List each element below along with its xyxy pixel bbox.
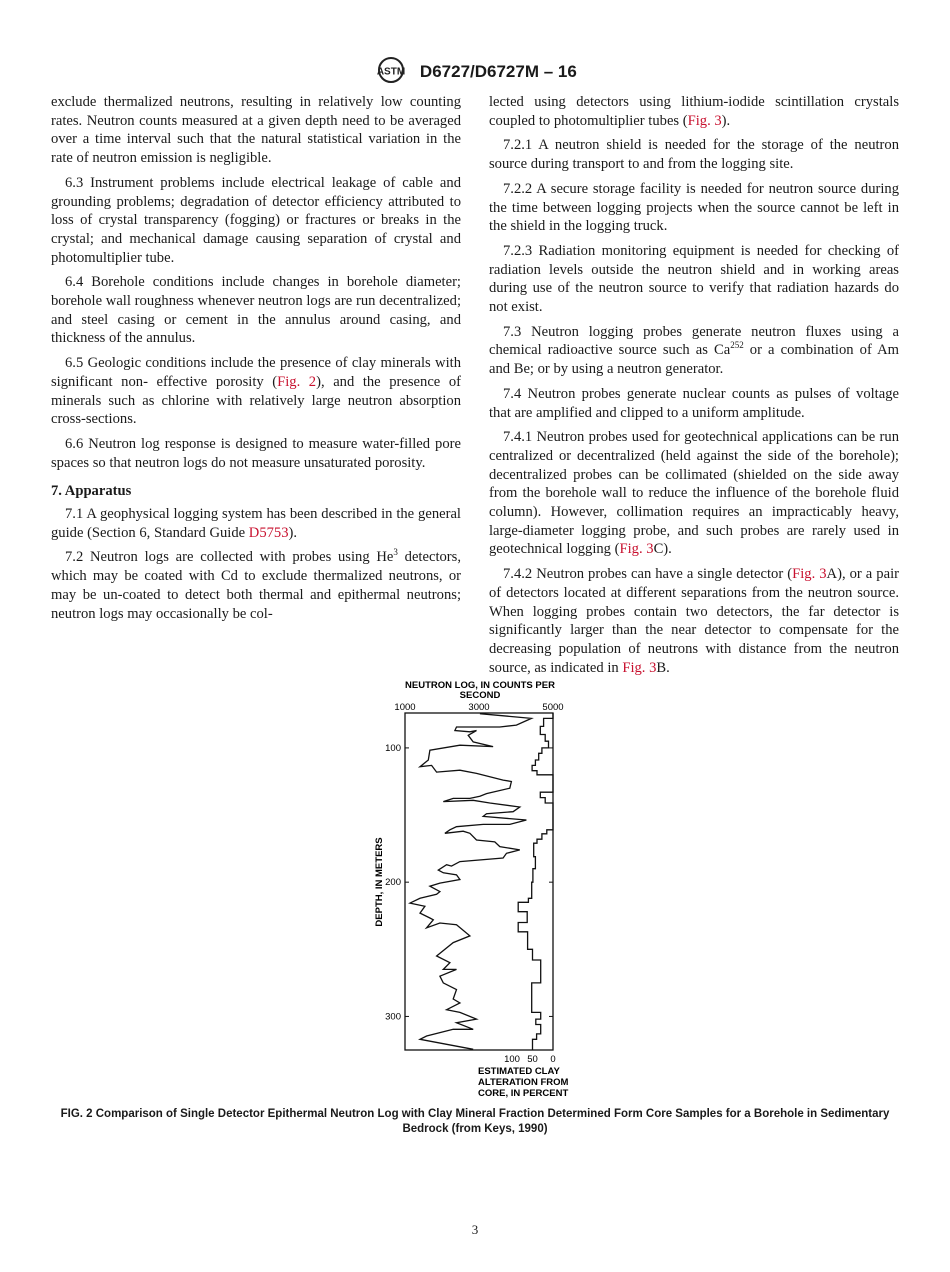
text-run: or a combination of Am and Be; or by using a neutron generator. (489, 342, 899, 378)
paragraph (51, 548, 461, 623)
text-run: A), or a pair of detectors located at different separations from the neutron source. When logging probes contain two detectors, the far detector is significantly larger than the near detector to compensate for the decreasing population of neutrons with distance from the neutron source, as indicated in (489, 566, 899, 676)
paragraph (51, 273, 461, 348)
paragraph (489, 136, 899, 173)
text-run: detectors, which may be coated with Cd to exclude thermalized neutrons, or may be un-coated to detect both thermal and epithermal neutrons; neutron logs may occasionally be col- (51, 549, 461, 622)
right-column (489, 93, 899, 683)
text-run: 7. Apparatus (51, 483, 132, 500)
top-tick-label: 5000 (542, 702, 564, 713)
text-run: 7.4 Neutron probes generate nuclear counts as pulses of voltage that are amplified and clipped to a uniform amplitude. (489, 385, 899, 421)
paragraph (489, 323, 899, 379)
text-run: lected using detectors using lithium-iodide scintillation crystals coupled to photomultiplier tubes ( (489, 94, 899, 129)
text-run: 7.1 A geophysical logging system has been described in the general guide (Section 6, Standard Guide (51, 506, 461, 541)
bottom-tick-label: 100 (504, 1054, 520, 1065)
top-tick-label: 3000 (468, 702, 490, 713)
figure-caption: FIG. 2 Comparison of Single Detector Epithermal Neutron Log with Clay Mineral Fraction Determined Form Core Samples for a Borehole in Sedimentary Bedrock (from Keys, 1990) (60, 1108, 890, 1135)
text-run: exclude thermalized neutrons, resulting in relatively low counting rates. Neutron counts measured at a given depth need to be averaged over a time interval such that the natural statistical variation in the rate of neutron emission is negligible. (51, 94, 461, 167)
reference-link[interactable]: Fig. 3 (622, 659, 657, 676)
bottom-axis-label-2: ALTERATION FROM (478, 1077, 569, 1088)
text-run: 7.2.1 A neutron shield is needed for the storage of the neutron source during transport to and from the logging site. (489, 137, 899, 173)
bottom-tick-label: 50 (527, 1054, 538, 1065)
text-run: C). (653, 541, 672, 558)
text-run: 6.4 Borehole conditions include changes in borehole diameter; borehole wall roughness whenever neutron logs are run decentralized; and steel casing or cement in the annulus around casing, and thickness of the annulus. (51, 274, 461, 347)
astm-logo-icon (373, 56, 409, 89)
paragraph (489, 242, 899, 317)
paragraph (489, 180, 899, 236)
reference-link[interactable]: Fig. 3 (792, 566, 827, 583)
chart-title-line2: SECOND (459, 690, 501, 701)
paragraph (489, 428, 899, 559)
paragraph (489, 385, 899, 422)
paragraph (51, 174, 461, 268)
plot-frame (405, 713, 553, 1050)
section-heading (51, 482, 461, 501)
text-run: 7.4.2 Neutron probes can have a single detector ( (503, 566, 793, 583)
y-tick-label: 200 (385, 877, 401, 889)
y-tick-label: 300 (385, 1011, 401, 1023)
top-tick-label: 1000 (394, 702, 416, 713)
paragraph (51, 505, 461, 542)
chart-title-line1: NEUTRON LOG, IN COUNTS PER (405, 680, 555, 691)
y-tick-label: 100 (385, 742, 401, 754)
figure-2-chart (360, 670, 590, 1100)
text-run: 7.2.3 Radiation monitoring equipment is needed for checking of radiation levels outside the neutron shield and in working areas during use of the neutron source to verify that radiation hazards do not exist. (489, 242, 899, 316)
reference-link[interactable]: Fig. 3 (619, 541, 654, 558)
paragraph (51, 93, 461, 168)
text-run: 6.5 Geologic conditions include the presence of clay minerals with significant non- effective porosity ( (51, 355, 461, 390)
left-column (51, 93, 461, 629)
text-run: 7.2 Neutron logs are collected with probes using He (65, 549, 394, 566)
text-run: ). (721, 112, 731, 129)
svg-text:ASTM: ASTM (377, 66, 406, 78)
text-run: B. (656, 659, 670, 676)
text-run: ). (288, 524, 298, 541)
y-axis-label: DEPTH, IN METERS (374, 837, 385, 927)
reference-link[interactable]: Fig. 2 (277, 373, 317, 390)
text-run: ), and the presence of minerals such as chlorine with relatively large neutron absorption cross-sections. (51, 373, 462, 428)
paragraph (489, 565, 899, 677)
superscript: 3 (393, 547, 398, 558)
text-run: 7.3 Neutron logging probes generate neutron fluxes using a chemical radioactive source such as Ca (489, 323, 899, 359)
text-run: 6.3 Instrument problems include electrical leakage of cable and grounding problems; degradation of detector efficiency attributed to loss of crystal transparency (fogging) or fractures or breaks in the crystal; and mechanical damage causing separation of crystal and photomultiplier tube. (51, 174, 461, 266)
text-run: 6.6 Neutron log response is designed to measure water-filled pore spaces so that neutron logs do not measure unsaturated porosity. (51, 435, 461, 471)
paragraph (51, 435, 461, 472)
bottom-axis-label-3: CORE, IN PERCENT (478, 1088, 569, 1099)
paragraph (489, 93, 899, 130)
text-run: 7.4.1 Neutron probes used for geotechnical applications can be run centralized or decentralized (held against the side of the borehole); decentralized probes can be collimated (shielded on the side away from the borehole wall to reduce the influence of the borehole fluid column). However, collimation requires an impracticably heavy, large-diameter logging probe, and such probes are rarely used in geotechnical logging ( (489, 429, 899, 558)
text-run: 7.2.2 A secure storage facility is needed for neutron source during the time between logging projects when the source cannot be left in the shield in the logging truck. (489, 180, 899, 235)
superscript: 252 (730, 340, 744, 351)
reference-link[interactable]: D5753 (248, 524, 289, 541)
clay-alteration-step-line (518, 713, 553, 1050)
paragraph (51, 354, 461, 429)
bottom-axis-label-1: ESTIMATED CLAY (478, 1066, 560, 1077)
reference-link[interactable]: Fig. 3 (687, 112, 722, 129)
page-header (0, 56, 950, 89)
page-number: 3 (471, 1222, 479, 1237)
neutron-log-line (410, 714, 531, 1050)
bottom-tick-label: 0 (550, 1054, 556, 1065)
standard-designation: D6727/D6727M – 16 (419, 61, 577, 81)
